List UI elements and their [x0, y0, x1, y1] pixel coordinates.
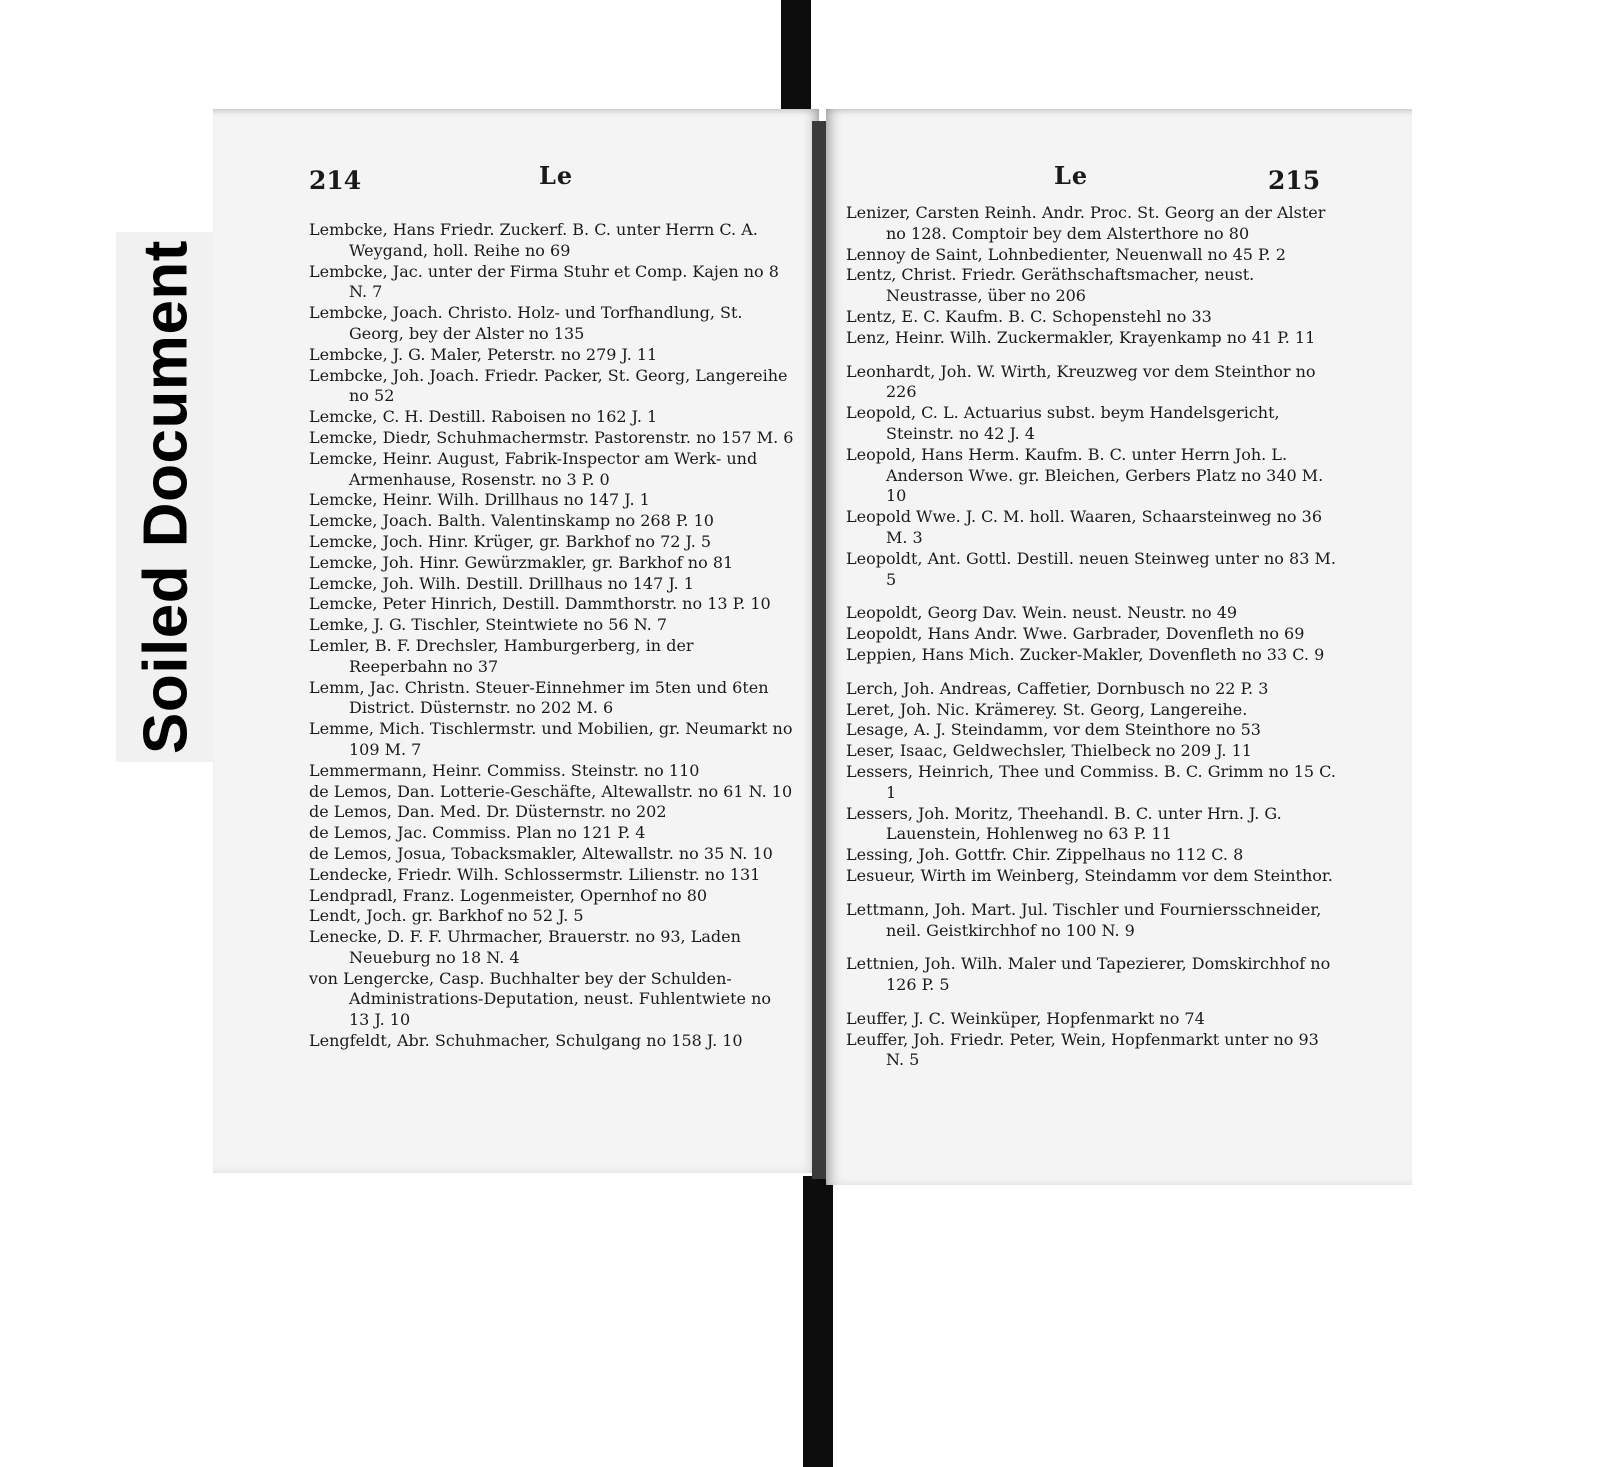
directory-entry: de Lemos, Dan. Lotterie-Geschäfte, Altewallstr. no 61 N. 10 [309, 781, 793, 801]
page-header: Le [539, 161, 574, 190]
directory-entry: Leopold, Hans Herm. Kaufm. B. C. unter Herrn Joh. L. Anderson Wwe. gr. Bleichen, Gerbers Platz no 340 M. 10 [846, 444, 1324, 506]
microfilm-bar-top [781, 0, 811, 126]
directory-entry: Lerch, Joh. Andreas, Caffetier, Dornbusch no 22 P. 3 [846, 678, 1269, 698]
directory-entry: Lemm, Jac. Christn. Steuer-Einnehmer im 5ten und 6ten District. Düsternstr. no 202 M. 6 [309, 677, 769, 718]
left-page [213, 109, 819, 1173]
directory-entry: Lettmann, Joh. Mart. Jul. Tischler und Fourniersschneider, neil. Geistkirchhof no 100 N. 9 [846, 899, 1322, 940]
directory-entry: Lenecke, D. F. F. Uhrmacher, Brauerstr. no 93, Laden Neueburg no 18 N. 4 [309, 927, 741, 967]
page-header: Le [1054, 161, 1089, 190]
directory-entry: Lendecke, Friedr. Wilh. Schlossermstr. Lilienstr. no 131 [309, 864, 761, 884]
directory-entry: Lemcke, Joach. Balth. Valentinskamp no 268 P. 10 [309, 511, 714, 531]
directory-entry: Lemcke, Peter Hinrich, Destill. Dammthorstr. no 13 P. 10 [309, 594, 771, 614]
directory-entry: Lembcke, J. G. Maler, Peterstr. no 279 J. 11 [309, 344, 658, 364]
entry-list [846, 203, 1336, 1071]
directory-entry: Leuffer, Joh. Friedr. Peter, Wein, Hopfenmarkt unter no 93 N. 5 [846, 1029, 1319, 1070]
directory-entry: Leret, Joh. Nic. Krämerey. St. Georg, Langereihe. [846, 699, 1248, 719]
directory-entry: Lettnien, Joh. Wilh. Maler und Tapezierer, Domskirchhof no 126 P. 5 [846, 954, 1331, 995]
directory-entry: Leopold Wwe. J. C. M. holl. Waaren, Schaarsteinweg no 36 M. 3 [846, 507, 1322, 547]
directory-entry: Leopoldt, Ant. Gottl. Destill. neuen Steinweg unter no 83 M. 5 [846, 548, 1336, 589]
directory-entry: Lemcke, Heinr. Wilh. Drillhaus no 147 J. 1 [309, 490, 650, 510]
directory-entry: Lessers, Heinrich, Thee und Commiss. B. C. Grimm no 15 C. 1 [846, 761, 1336, 802]
directory-entry: de Lemos, Dan. Med. Dr. Düsternstr. no 202 [309, 802, 667, 822]
directory-entry: Lendt, Joch. gr. Barkhof no 52 J. 5 [309, 906, 584, 926]
directory-entry: von Lengercke, Casp. Buchhalter bey der Schulden-Administrations-Deputation, neust. Fuhlentwiete no 13 J. 10 [309, 968, 772, 1030]
directory-entry: Lembcke, Jac. unter der Firma Stuhr et Comp. Kajen no 8 N. 7 [309, 261, 779, 302]
directory-entry: Lesage, A. J. Steindamm, vor dem Steinthore no 53 [846, 720, 1261, 740]
directory-entry: Leuffer, J. C. Weinküper, Hopfenmarkt no 74 [846, 1008, 1205, 1028]
directory-entry: Lemmermann, Heinr. Commiss. Steinstr. no 110 [309, 760, 700, 780]
directory-entry: Lentz, E. C. Kaufm. B. C. Schopenstehl no 33 [846, 306, 1212, 326]
directory-entry: Lentz, Christ. Friedr. Geräthschaftsmacher, neust. Neustrasse, über no 206 [846, 265, 1255, 306]
directory-entry: Lemcke, C. H. Destill. Raboisen no 162 J. 1 [309, 407, 658, 427]
directory-entry: Lennoy de Saint, Lohnbedienter, Neuenwall no 45 P. 2 [846, 244, 1286, 264]
directory-entry: Lemler, B. F. Drechsler, Hamburgerberg, in der Reeperbahn no 37 [309, 635, 694, 676]
directory-entry: Leonhardt, Joh. W. Wirth, Kreuzweg vor dem Steinthor no 226 [846, 361, 1316, 402]
directory-entry: Lembcke, Joh. Joach. Friedr. Packer, St. Georg, Langereihe no 52 [309, 365, 788, 406]
directory-entry: Leppien, Hans Mich. Zucker-Makler, Dovenfleth no 33 C. 9 [846, 644, 1325, 664]
entry-list [309, 220, 795, 1052]
directory-entry: Lemke, J. G. Tischler, Steintwiete no 56 N. 7 [309, 615, 668, 635]
directory-entry: Lembcke, Hans Friedr. Zuckerf. B. C. unter Herrn C. A. Weygand, holl. Reihe no 69 [309, 220, 758, 260]
directory-entry: Lemcke, Heinr. August, Fabrik-Inspector am Werk- und Armenhause, Rosenstr. no 3 P. 0 [309, 448, 758, 489]
microfilm-bar-bottom [803, 1176, 833, 1467]
directory-entry: Lenizer, Carsten Reinh. Andr. Proc. St. Georg an der Alster no 128. Comptoir bey dem Alsterthore no 80 [846, 203, 1326, 243]
directory-entry: Lessers, Joh. Moritz, Theehandl. B. C. unter Hrn. J. G. Lauenstein, Hohlenweg no 63 P. 11 [846, 803, 1282, 844]
directory-entry: Lemcke, Joh. Wilh. Destill. Drillhaus no 147 J. 1 [309, 573, 694, 593]
directory-entry: Lenz, Heinr. Wilh. Zuckermakler, Krayenkamp no 41 P. 11 [846, 327, 1316, 347]
directory-entry: Lemcke, Joh. Hinr. Gewürzmakler, gr. Barkhof no 81 [309, 552, 734, 572]
directory-entry: Lembcke, Joach. Christo. Holz- und Torfhandlung, St. Georg, bey der Alster no 135 [309, 303, 743, 343]
soiled-document-stamp: Soiled Document [131, 240, 201, 754]
directory-entry: de Lemos, Jac. Commiss. Plan no 121 P. 4 [309, 823, 646, 843]
directory-entry: de Lemos, Josua, Tobacksmakler, Altewallstr. no 35 N. 10 [309, 843, 773, 863]
directory-entry: Lendpradl, Franz. Logenmeister, Opernhof no 80 [309, 885, 708, 905]
directory-entry: Lesueur, Wirth im Weinberg, Steindamm vor dem Steinthor. [846, 865, 1333, 885]
right-page [826, 109, 1412, 1185]
directory-entry: Lengfeldt, Abr. Schuhmacher, Schulgang no 158 J. 10 [309, 1031, 743, 1051]
page-number: 215 [1268, 166, 1321, 195]
page-number: 214 [309, 166, 362, 195]
directory-entry: Lemcke, Diedr, Schuhmachermstr. Pastorenstr. no 157 M. 6 [309, 427, 794, 447]
directory-entry: Lemme, Mich. Tischlermstr. und Mobilien, gr. Neumarkt no 109 M. 7 [309, 719, 793, 759]
directory-entry: Leser, Isaac, Geldwechsler, Thielbeck no 209 J. 11 [846, 741, 1252, 761]
directory-entry: Leopoldt, Georg Dav. Wein. neust. Neustr. no 49 [846, 603, 1238, 623]
directory-entry: Lessing, Joh. Gottfr. Chir. Zippelhaus no 112 C. 8 [846, 845, 1244, 865]
directory-entry: Leopoldt, Hans Andr. Wwe. Garbrader, Dovenfleth no 69 [846, 624, 1305, 644]
directory-entry: Leopold, C. L. Actuarius subst. beym Handelsgericht, Steinstr. no 42 J. 4 [846, 403, 1280, 443]
directory-entry: Lemcke, Joch. Hinr. Krüger, gr. Barkhof no 72 J. 5 [309, 531, 712, 551]
